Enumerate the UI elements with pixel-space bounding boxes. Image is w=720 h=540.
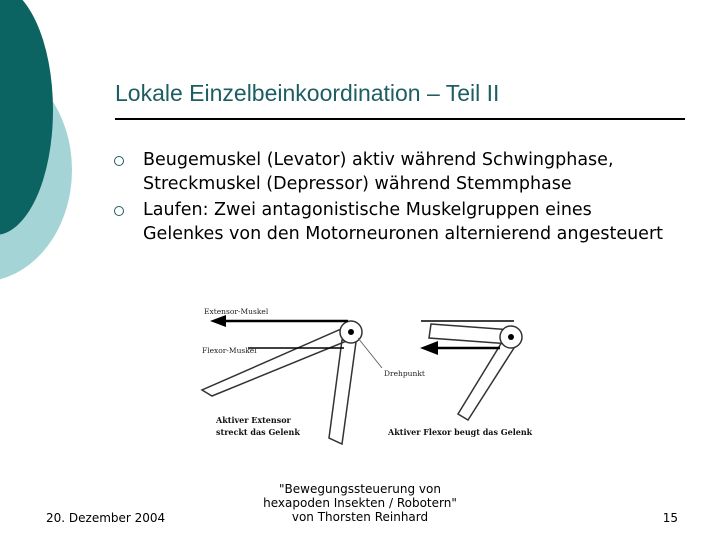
label-pivot-point: Drehpunkt bbox=[384, 369, 425, 378]
footer-date: 20. Dezember 2004 bbox=[46, 511, 166, 525]
bullet-list bbox=[114, 148, 674, 248]
caption-left-line1: Aktiver Extensor bbox=[216, 415, 291, 425]
footer-title-line: von Thorsten Reinhard bbox=[291, 510, 429, 524]
right-joint-pivot-dot bbox=[508, 334, 514, 340]
decorative-background-shapes bbox=[0, 0, 120, 300]
left-joint-pivot-dot bbox=[348, 329, 354, 335]
bullet-item bbox=[114, 148, 674, 196]
right-lower-leg-segment bbox=[458, 342, 514, 420]
slide-title: Lokale Einzelbeinkoordination – Teil II bbox=[115, 80, 500, 106]
label-extensor-muscle: Extensor-Muskel bbox=[204, 307, 269, 316]
page-number: 15 bbox=[662, 511, 678, 525]
caption-right: Aktiver Flexor beugt das Gelenk bbox=[388, 427, 533, 437]
right-upper-leg-segment bbox=[429, 324, 512, 344]
muscle-joint-diagram bbox=[196, 302, 546, 452]
left-lower-leg-segment bbox=[329, 340, 356, 444]
hollow-circle-bullet-icon bbox=[114, 156, 124, 166]
right-joint-flexed bbox=[387, 321, 533, 437]
left-joint-extended bbox=[202, 307, 362, 444]
bullet-text: Laufen: Zwei antagonistische Muskelgruppen eines Gelenkes von den Motorneuronen alternierend angesteuert bbox=[143, 200, 664, 244]
pivot-pointer-line bbox=[358, 338, 382, 368]
left-extensor-arrowhead bbox=[210, 315, 226, 327]
footer-title-line: hexapoden Insekten / Robotern" bbox=[263, 496, 457, 510]
right-flexor-arrowhead bbox=[420, 341, 438, 355]
caption-left-line2: streckt das Gelenk bbox=[216, 427, 300, 437]
bullet-item bbox=[114, 198, 674, 246]
hollow-circle-bullet-icon bbox=[114, 206, 124, 216]
label-flexor-muscle: Flexor-Muskel bbox=[202, 346, 257, 355]
bullet-text: Beugemuskel (Levator) aktiv während Schwingphase, Streckmuskel (Depressor) während Stemmphase bbox=[143, 150, 614, 194]
footer-presentation-title bbox=[230, 482, 490, 524]
footer-title-line: "Bewegungssteuerung von bbox=[279, 482, 441, 496]
title-underline bbox=[115, 118, 685, 120]
left-upper-leg-segment bbox=[202, 326, 354, 396]
